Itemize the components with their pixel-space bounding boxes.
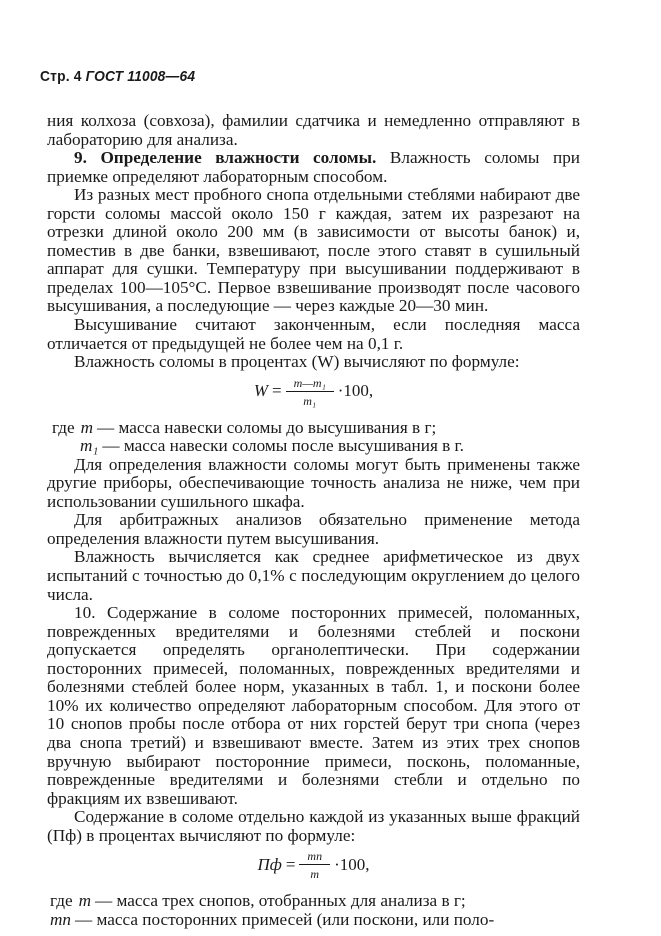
formula-2-numerator: mп bbox=[299, 849, 330, 865]
formula-2-lhs: Пф bbox=[257, 854, 282, 874]
paragraph-fraction-intro: Содержание в соломе отдельно каждой из указанных выше фракций (Пф) в процентах вычисляют по формуле: bbox=[47, 807, 580, 845]
fraction-formula bbox=[47, 849, 580, 891]
document-body bbox=[47, 112, 580, 929]
definition-m1 bbox=[47, 437, 580, 456]
paragraph-other-devices: Для определения влажности соломы могут быть применены также другие приборы, обеспечивающие точность анализа не ниже, чем при использовании сушильного шкафа. bbox=[47, 454, 580, 511]
page-number: Стр. 4 bbox=[40, 68, 82, 85]
formula-2-denominator: m bbox=[310, 867, 320, 882]
formula-2-equals: = bbox=[285, 854, 296, 874]
formula-2-fraction bbox=[299, 849, 330, 881]
definition-mp-text: — масса посторонних примесей (или поскони, или поло- bbox=[75, 909, 495, 929]
definition-mp-variable: mп bbox=[50, 909, 72, 929]
definition-m1-variable: m₁ bbox=[80, 436, 99, 456]
formula-1-fraction bbox=[286, 376, 334, 408]
formula-1-numerator: m—m₁ bbox=[286, 376, 334, 392]
paragraph-arbitration: Для арбитражных анализов обязательно применение метода определения влажности путем высушивания. bbox=[47, 510, 580, 548]
paragraph-sampling: Из разных мест пробного снопа отдельными стеблями набирают две горсти соломы массой около 150 г каждая, затем их разрезают на отрезки длиной около 200 мм (в зависимости от высоты банок) и, поместив в две банки, взвешивают, после этого ставят в сушильный аппарат для сушки. Температуру при высушивании поддерживают в пределах 100—105°С. Первое взвешивание производят после часового высушивания, а последующие — через каждые 20—30 мин. bbox=[47, 185, 580, 316]
paragraph-moisture-formula-intro: Влажность соломы в процентах (W) вычисляют по формуле: bbox=[74, 352, 520, 372]
paragraph-9 bbox=[47, 149, 580, 186]
definition-m-sheaves-variable: m bbox=[78, 891, 91, 911]
paragraph-continuation: ния колхоза (совхоза), фамилии сдатчика и немедленно отправляют в лабораторию для анализа. bbox=[47, 111, 580, 149]
definition-m-variable: m bbox=[80, 417, 93, 437]
definition-m-sheaves bbox=[47, 892, 580, 911]
formula-2-tail: ·100, bbox=[334, 854, 370, 874]
definition-m bbox=[47, 419, 580, 438]
formula-1-equals: = bbox=[271, 381, 282, 401]
definition-lead-word-2: где bbox=[50, 891, 73, 911]
definition-mp bbox=[47, 911, 580, 930]
definition-m-text: — масса навески соломы до высушивания в г; bbox=[97, 417, 437, 437]
section-9-text: Влажность соломы при приемке определяют лабораторным способом. bbox=[47, 148, 580, 186]
formula-1-tail: ·100, bbox=[337, 381, 374, 401]
definition-lead-word: где bbox=[52, 417, 75, 437]
paragraph-average: Влажность вычисляется как среднее арифметическое из двух испытаний с точностью до 0,1% с последующим округлением до целого числа. bbox=[47, 547, 580, 604]
definition-m1-text: — масса навески соломы после высушивания в г. bbox=[102, 436, 464, 456]
page-header bbox=[40, 68, 195, 85]
definition-m-sheaves-text: — масса трех снопов, отобранных для анализа в г; bbox=[95, 891, 466, 911]
document-code: ГОСТ 11008—64 bbox=[85, 68, 196, 85]
moisture-formula bbox=[47, 376, 580, 418]
formula-1-denominator: m₁ bbox=[303, 393, 317, 408]
paragraph-drying-done: Высушивание считают законченным, если последняя масса отличается от предыдущей не более чем на 0,1 г. bbox=[47, 315, 580, 353]
formula-1-lhs: W bbox=[253, 381, 268, 401]
paragraph-10: 10. Содержание в соломе посторонних примесей, поломанных, поврежденных вредителями и болезнями стеблей и поскони допускается определять органолептически. При содержании посторонних примесей, поломанных, поврежденных вредителями и болезнями стеблей более норм, указанных в табл. 1, и поскони более 10% их количество определяют лабораторным способом. Для этого от 10 снопов пробы после отбора от них горстей берут три снопа (через два снопа третий) и взвешивают вместе. Затем из этих трех снопов вручную выбирают посторонние примеси, посконь, поломанные, поврежденные вредителями и болезнями стебли и отдельно по фракциям их взвешивают. bbox=[47, 603, 580, 808]
section-9-heading: 9. Определение влажности соломы. bbox=[74, 148, 377, 168]
